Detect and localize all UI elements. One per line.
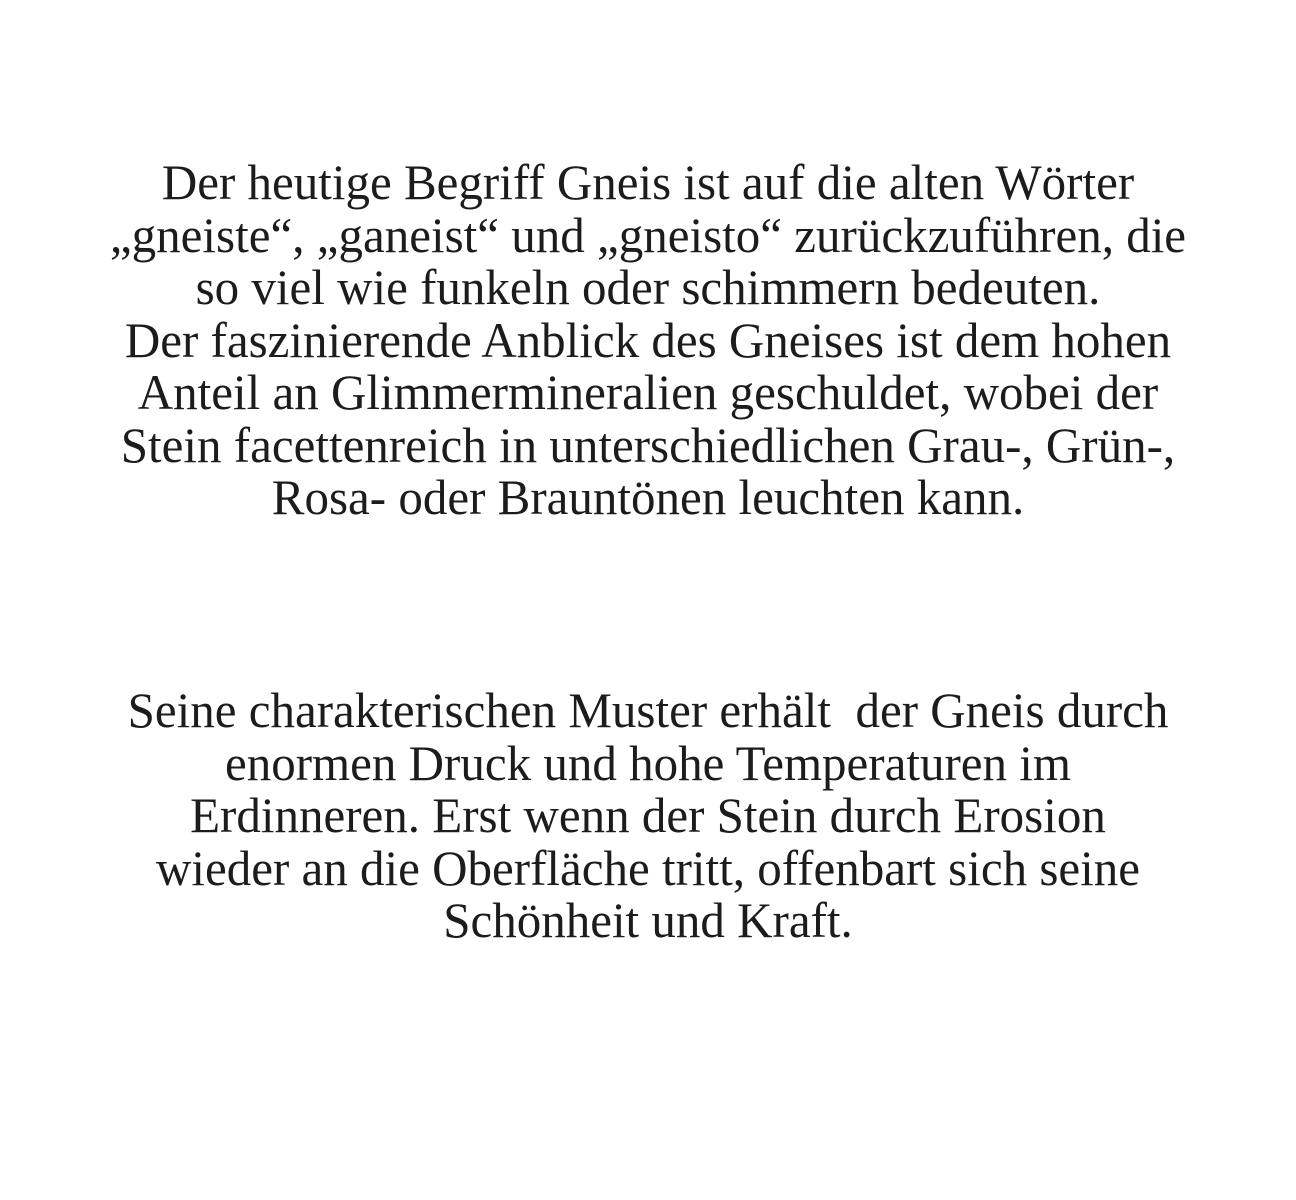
paragraph-etymology xyxy=(0,156,1296,524)
text-line: wieder an die Oberfläche tritt, offenbart sich seine xyxy=(155,839,1141,896)
text-line: so viel wie funkeln oder schimmern bedeuten. xyxy=(195,259,1101,315)
text-line: Stein facettenreich in unterschiedlichen Grau-, Grün-, xyxy=(120,416,1176,473)
text-line: „gneiste“, „ganeist“ und „gneisto“ zurückzuführen, die xyxy=(109,206,1187,263)
text-line: Rosa- oder Brauntönen leuchten kann. xyxy=(271,469,1025,525)
text-line: Der faszinierende Anblick des Gneises ist dem hohen xyxy=(124,311,1172,368)
text-line: Seine charakterischen Muster erhält der Gneis durch xyxy=(127,682,1169,738)
text-line: Anteil an Glimmermineralien geschuldet, wobei der xyxy=(137,364,1159,420)
text-line: Schönheit und Kraft. xyxy=(443,892,853,948)
text-line: Der heutige Begriff Gneis ist auf die alten Wörter xyxy=(161,154,1135,210)
text-line: enormen Druck und hohe Temperaturen im xyxy=(224,734,1072,791)
text-line: Erdinneren. Erst wenn der Stein durch Erosion xyxy=(190,787,1106,843)
paragraph-formation xyxy=(0,684,1296,947)
